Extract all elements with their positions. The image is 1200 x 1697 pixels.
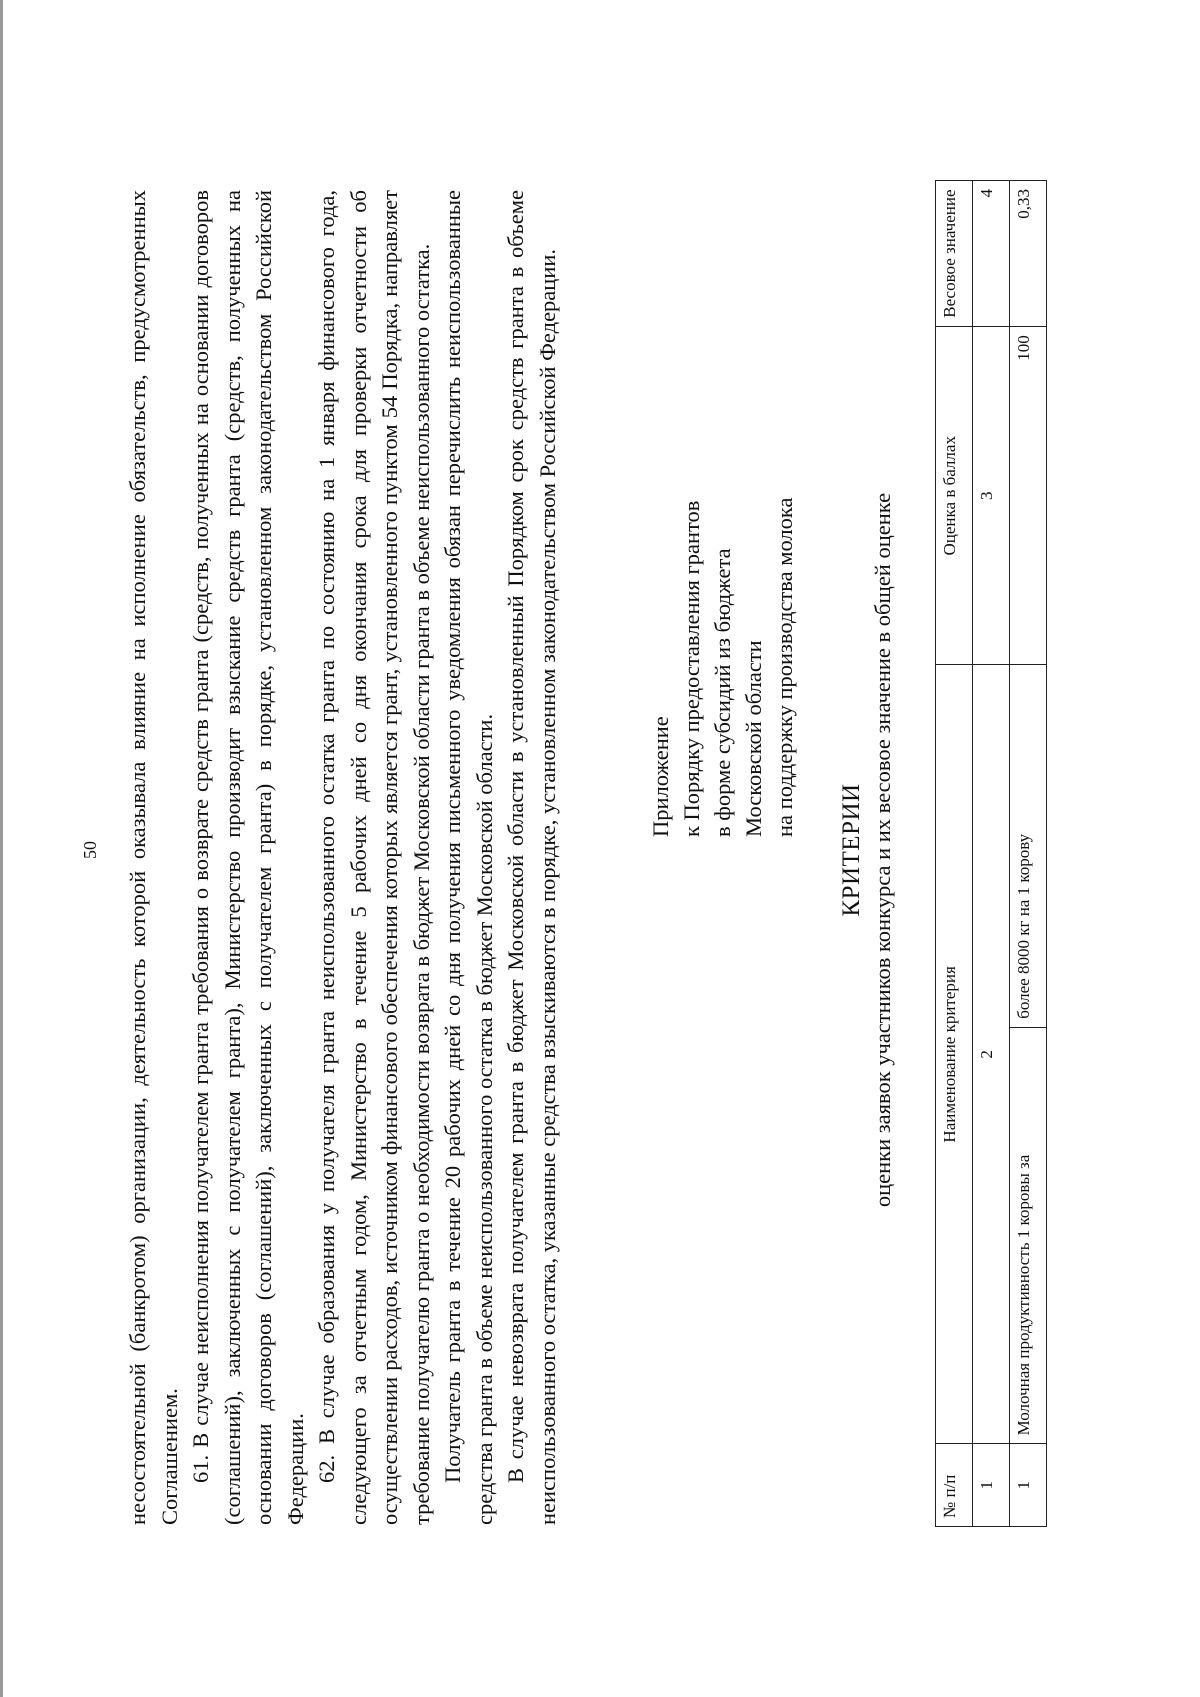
paragraph-62: 62. В случае образования у получателя гранта неиспользованного остатка гранта по состоянию на 1 января финансового года, следующего за отчетным годом, Министерство в течение 5 рабочих дней со дня окончания срока для проверки отчетности об осуществлении расходов, источником финансового обеспечения которых является грант, установленного пунктом 54 Порядка, направляет требование получателю гранта о необходимости возврата в бюджет Московской области гранта в объеме неиспользованного остатка. bbox=[314, 190, 434, 1525]
index-cell: 3 bbox=[973, 327, 1010, 665]
row-score: 100 bbox=[1010, 327, 1047, 665]
row-weight: 0,33 bbox=[1010, 181, 1047, 327]
header-weight: Весовое значение bbox=[936, 181, 973, 327]
appendix-line: в форме субсидий из бюджета bbox=[710, 548, 735, 837]
appendix-line: к Порядку предоставления грантов bbox=[679, 500, 704, 837]
body-text bbox=[122, 190, 563, 1525]
row-condition: более 8000 кг на 1 корову bbox=[1010, 665, 1047, 1027]
paragraph-continuation: несостоятельной (банкротом) организации, деятельность которой оказывала влияние на исполнение обязательств, предусмотренных Соглашением. bbox=[125, 190, 182, 1525]
table-header-row bbox=[936, 181, 973, 1527]
appendix-line: Приложение bbox=[648, 716, 673, 837]
page-number: 50 bbox=[80, 841, 100, 859]
appendix-note bbox=[645, 277, 800, 837]
table-row bbox=[1010, 181, 1047, 1527]
appendix-line: Московской области bbox=[741, 640, 766, 837]
row-criterion-name: Молочная продуктивность 1 коровы за bbox=[1010, 1027, 1047, 1444]
index-cell: 2 bbox=[973, 665, 1010, 1444]
document-page bbox=[0, 80, 1200, 1620]
header-criterion-name: Наименование критерия bbox=[936, 665, 973, 1444]
table-index-row bbox=[973, 181, 1010, 1527]
criteria-subheading: оценки заявок участников конкурса и их весовое значение в общей оценке bbox=[870, 492, 895, 1208]
paragraph-61: 61. В случае неисполнения получателем гранта требования о возврате средств гранта (средств, полученных на основании договоров (соглашений), заключенных с получателем гранта), Министерство производит взыскание средств гранта (средств, полученных на основании договоров (соглашений), заключенных с получателем гранта) в порядке, установленном законодательством Российской Федерации. bbox=[188, 190, 308, 1525]
index-cell: 4 bbox=[973, 181, 1010, 327]
index-cell: 1 bbox=[973, 1444, 1010, 1527]
appendix-line: на поддержку производства молока bbox=[772, 497, 797, 837]
row-number: 1 bbox=[1010, 1444, 1047, 1527]
paragraph-transfer-obligation: Получатель гранта в течение 20 рабочих дней со дня получения письменного уведомления обязан перечислить неиспользованные средства гранта в объеме неиспользованного остатка в бюджет Московской области. bbox=[440, 190, 497, 1525]
header-number: № п/п bbox=[936, 1444, 973, 1527]
header-score: Оценка в баллах bbox=[936, 327, 973, 665]
criteria-title bbox=[836, 260, 898, 1440]
criteria-table bbox=[935, 180, 1047, 1527]
criteria-heading: КРИТЕРИИ bbox=[838, 783, 865, 917]
paragraph-non-return: В случае невозврата получателем гранта в бюджет Московской области в установленный Порядком срок средств гранта в объеме неиспользованного остатка, указанные средства взыскиваются в порядке, установленном законодательством Российской Федерации. bbox=[503, 190, 560, 1525]
